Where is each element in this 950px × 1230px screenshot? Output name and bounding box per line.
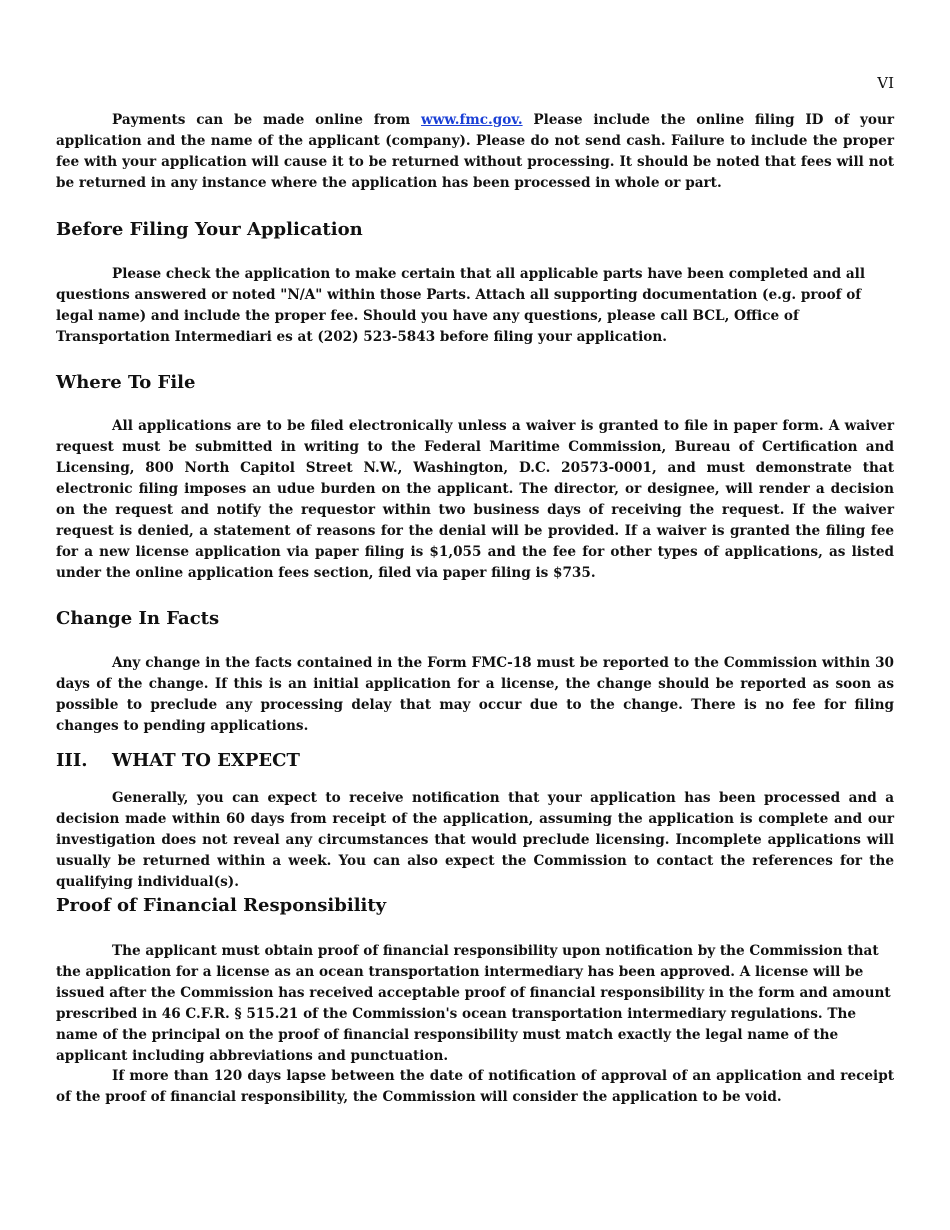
proof-financial-paragraph-1: The applicant must obtain proof of financial responsibility upon notification by the Commission that the application for a license as an ocean transportation intermediary has been approved. A license will be issued after the Commission has received acceptable proof of financial responsibility in the form and amount prescribed in 46 C.F.R. § 515.21 of the Commission's ocean transportation intermediary regulations. The name of the principal on the proof of financial responsibility must match exactly the legal name of the applicant including abbreviations and punctuation. <box>56 943 891 1064</box>
change-in-facts-paragraph: Any change in the facts contained in the Form FMC-18 must be reported to the Commission within 30 days of the change. If this is an initial application for a license, the change should be reported as soon as possible to preclude any processing delay that may occur due to the change. There is no fee for filing changes to pending applications. <box>56 655 894 734</box>
proof-financial-body <box>56 941 894 1067</box>
proof-financial-paragraph-2: If more than 120 days lapse between the date of notification of approval of an application and receipt of the proof of financial responsibility, the Commission will consider the application to be void. <box>56 1068 894 1105</box>
section-title: WHAT TO EXPECT <box>112 750 300 771</box>
before-filing-heading: Before Filing Your Application <box>56 219 363 240</box>
what-to-expect-section <box>56 749 894 773</box>
intro-paragraph <box>56 110 894 194</box>
before-filing-paragraph: Please check the application to make certain that all applicable parts have been completed and all questions answered or noted "N/A" within those Parts. Attach all supporting documentation (e.g. proof of legal name) and include the proper fee. Should you have any questions, please call BCL, Office of Transportation Intermediari es at (202) 523-5843 before filing your application. <box>56 266 865 345</box>
where-to-file-body <box>56 416 894 584</box>
where-to-file-section <box>56 371 894 395</box>
where-to-file-heading: Where To File <box>56 372 196 393</box>
section-number: III. <box>56 750 88 771</box>
change-in-facts-body <box>56 653 894 737</box>
change-in-facts-heading: Change In Facts <box>56 608 220 629</box>
what-to-expect-body <box>56 788 894 893</box>
before-filing-section <box>56 218 894 242</box>
what-to-expect-paragraph: Generally, you can expect to receive notification that your application has been processed and a decision made within 60 days from receipt of the application, assuming the application is complete and our investigation does not reveal any circumstances that would preclude licensing. Incomplete applications will usually be returned within a week. You can also expect the Commission to contact the references for the qualifying individual(s). <box>56 790 894 890</box>
intro-text-before-link: Payments can be made online from <box>112 112 422 128</box>
fmc-website-link[interactable]: www.fmc.gov. <box>421 112 523 128</box>
proof-financial-body-2 <box>56 1066 894 1108</box>
proof-financial-heading: Proof of Financial Responsibility <box>56 895 387 916</box>
where-to-file-paragraph: All applications are to be filed electronically unless a waiver is granted to file in paper form. A waiver request must be submitted in writing to the Federal Maritime Commission, Bureau of Certification and Licensing, 800 North Capitol Street N.W., Washington, D.C. 20573-0001, and must demonstrate that electronic filing imposes an udue burden on the applicant. The director, or designee, will render a decision on the request and notify the requestor within two business days of receiving the request. If the waiver request is denied, a statement of reasons for the denial will be provided. If a waiver is granted the filing fee for a new license application via paper filing is $1,055 and the fee for other types of applications, as listed under the online application fees section, filed via paper filing is $735. <box>56 418 894 581</box>
change-in-facts-section <box>56 607 894 631</box>
before-filing-body <box>56 264 894 348</box>
proof-financial-section <box>56 894 894 918</box>
what-to-expect-heading <box>56 749 894 773</box>
page-number: VI <box>877 74 894 92</box>
intro-text-after-link: Please include the online filing ID of your application and the name of the applicant (company). Please do not send cash. Failure to include the proper fee with your application will cause it to be returned without processing. It should be noted that fees will not be returned in any instance where the application has been processed in whole or part. <box>56 112 895 191</box>
intro-section <box>56 110 894 194</box>
